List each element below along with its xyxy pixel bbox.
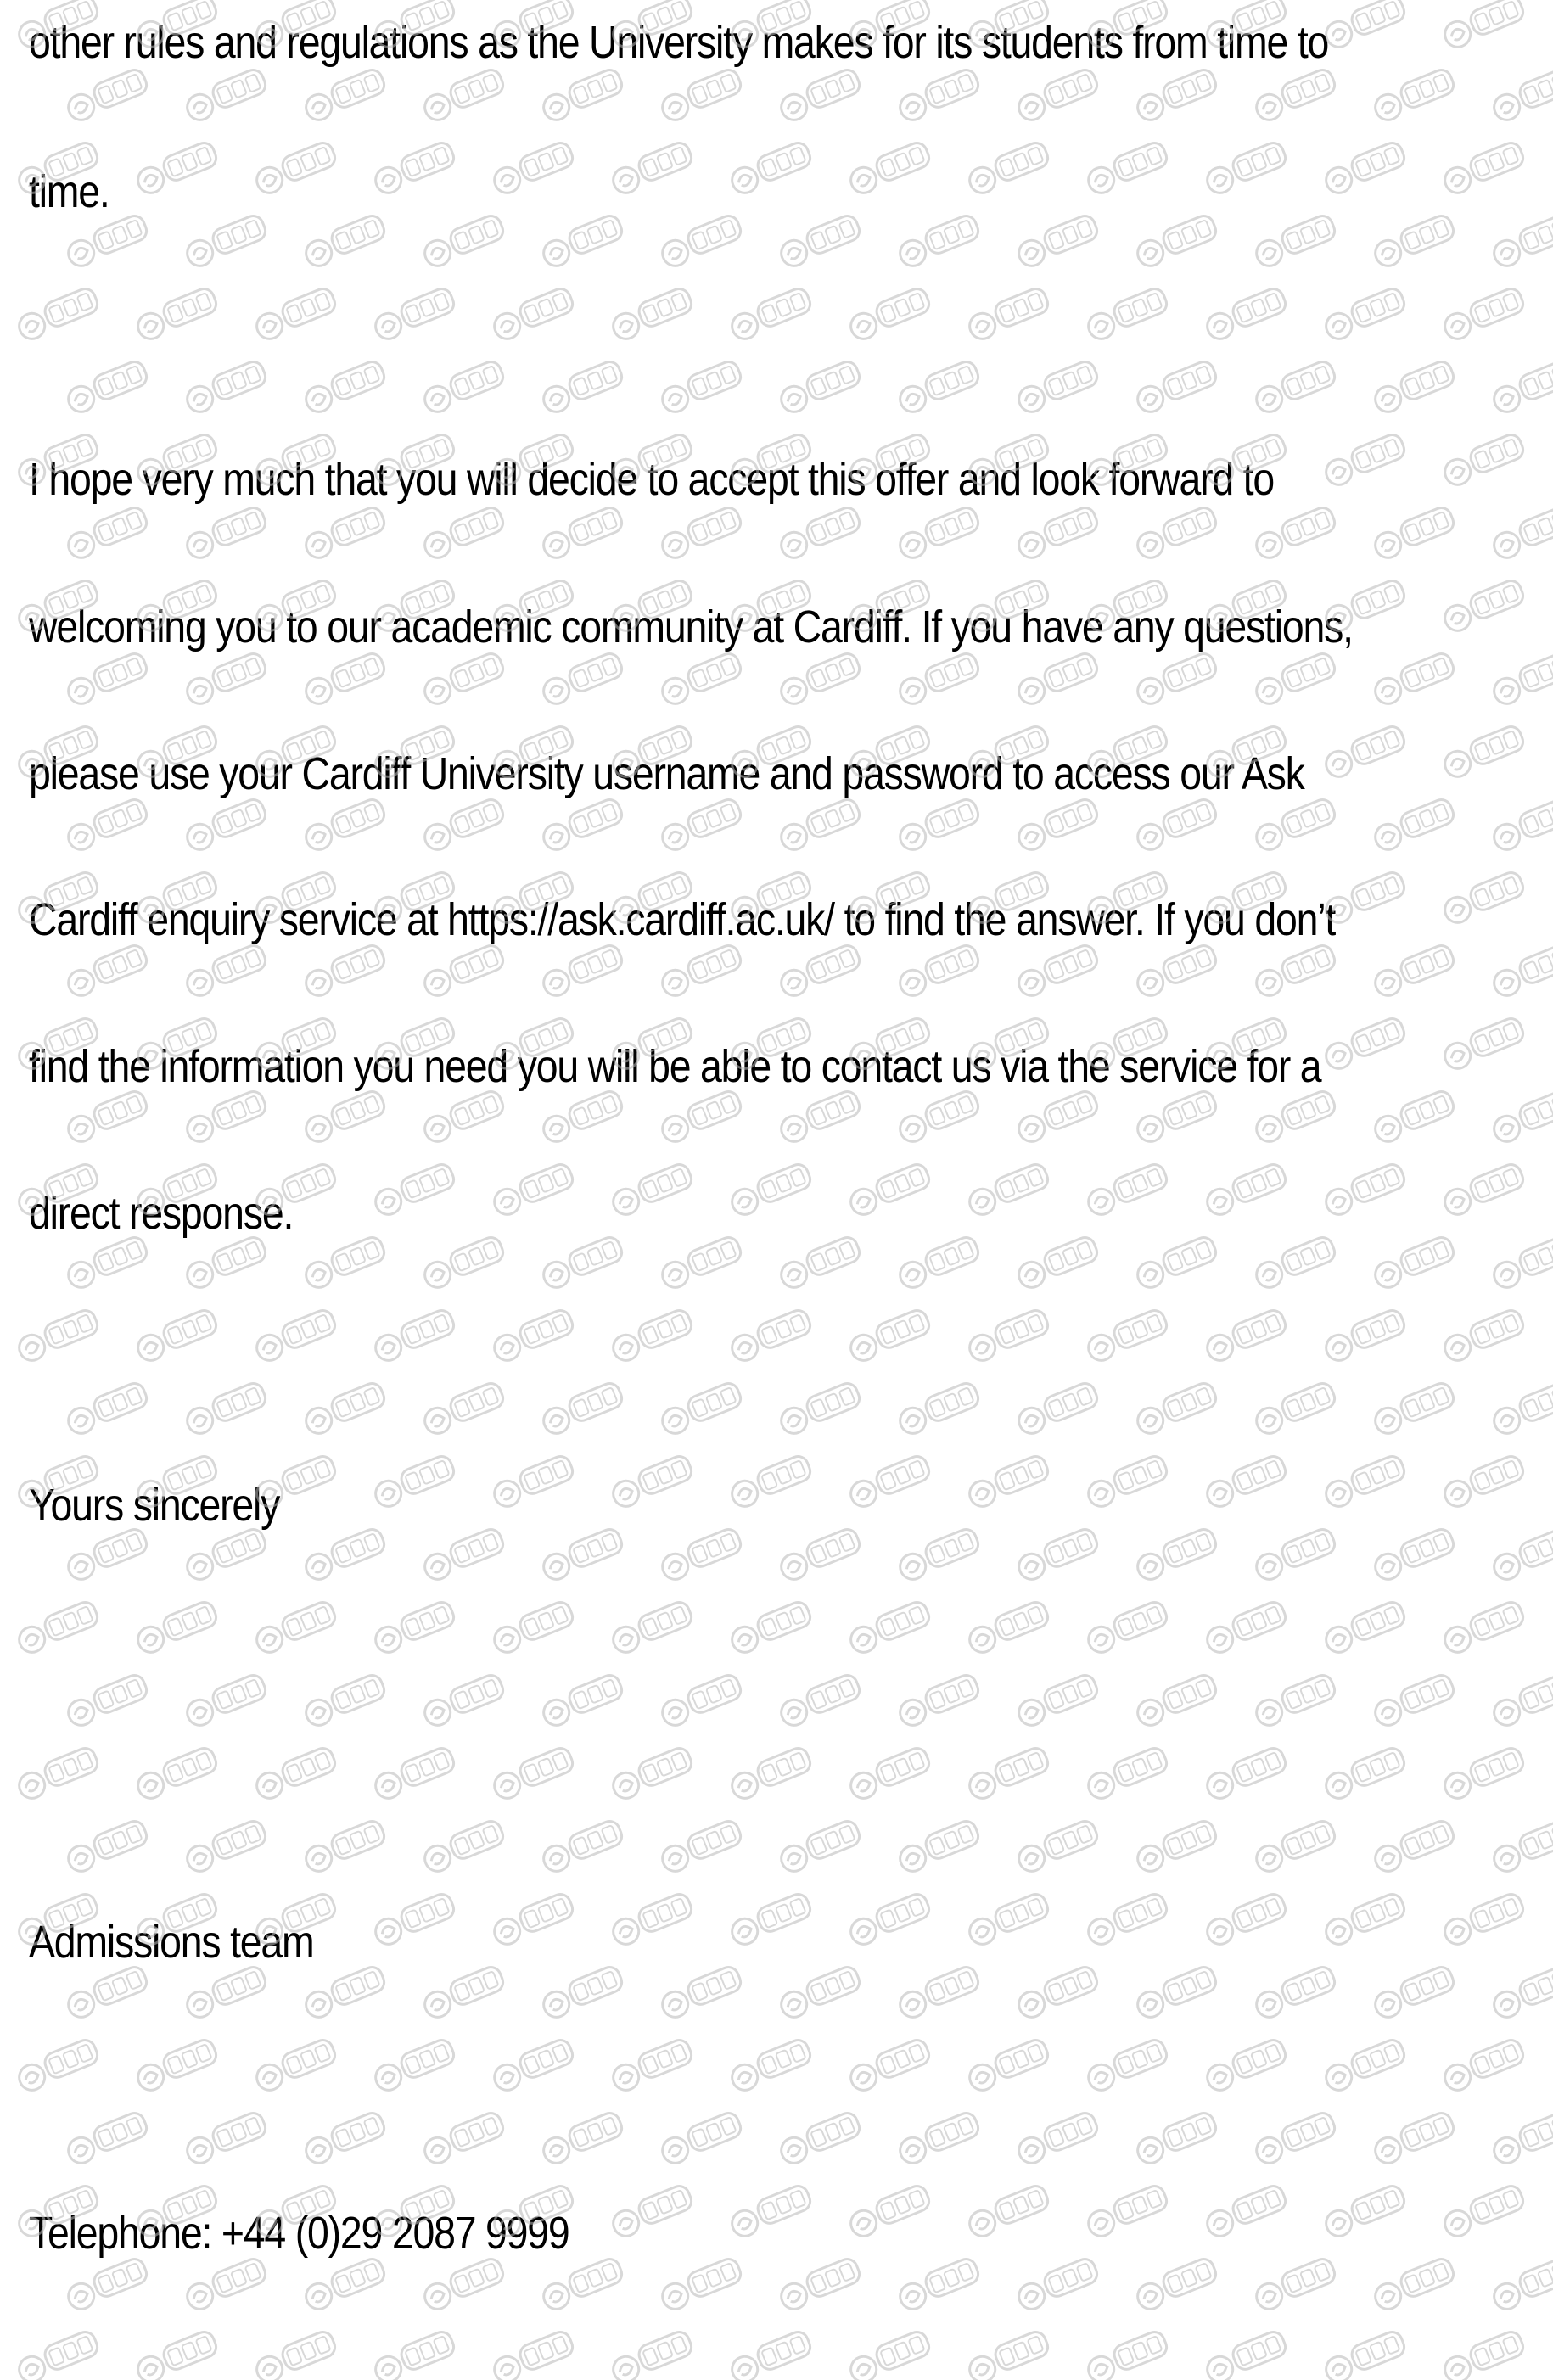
closing-line-4: Cardiff enquiry service at https://ask.cardiff.ac.uk/ to find the answer. If you don’t xyxy=(29,894,1336,945)
closing-line-6: direct response. xyxy=(29,1188,294,1239)
rules-line-1: other rules and regulations as the University makes for its students from time to xyxy=(29,17,1329,68)
closing-line-1: I hope very much that you will decide to accept this offer and look forward to xyxy=(29,454,1274,505)
closing-line-5: find the information you need you will be able to contact us via the service for a xyxy=(29,1041,1321,1092)
signatory: Admissions team xyxy=(29,1917,314,1968)
telephone: Telephone: +44 (0)29 2087 9999 xyxy=(29,2208,569,2259)
sign-off: Yours sincerely xyxy=(29,1480,280,1531)
closing-line-3: please use your Cardiff University username and password to access our Ask xyxy=(29,748,1304,799)
rules-line-2: time. xyxy=(29,166,109,217)
closing-line-2: welcoming you to our academic community at Cardiff. If you have any questions, xyxy=(29,602,1353,652)
